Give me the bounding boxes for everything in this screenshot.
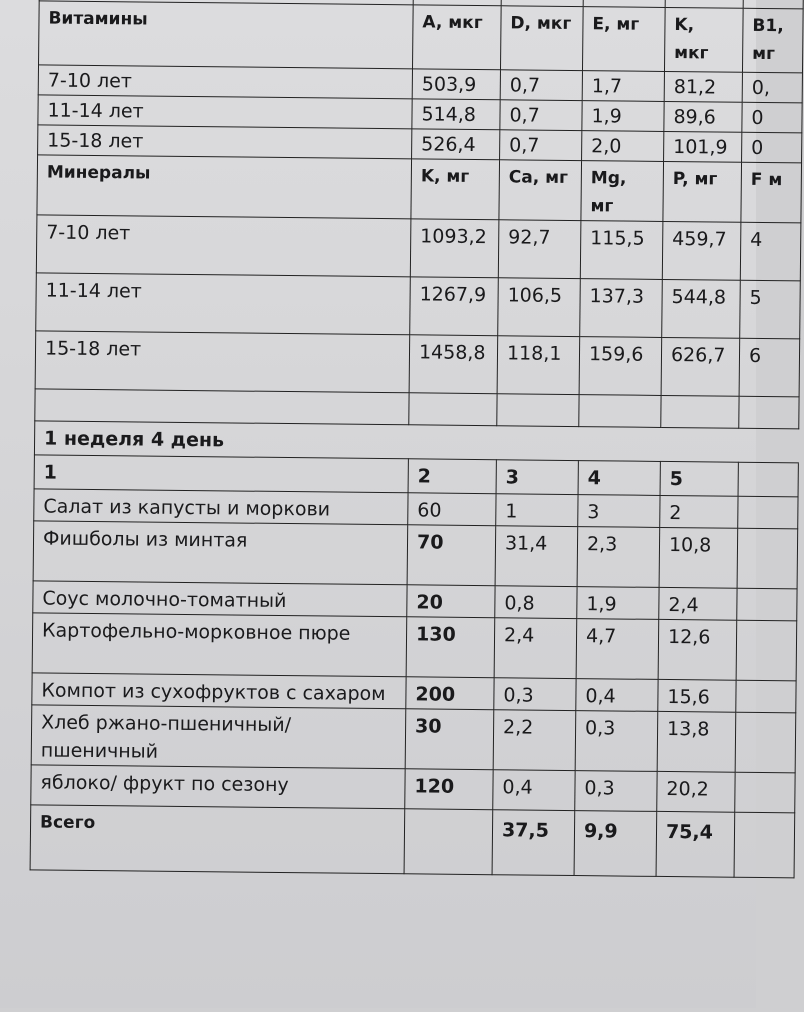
value-cell: 3 — [578, 495, 660, 528]
age-label: 7-10 лет — [36, 215, 411, 277]
dish-weight: 60 — [408, 493, 496, 526]
total-row — [30, 805, 795, 878]
column-header: K, мг — [411, 159, 500, 220]
dish-name: Хлеб ржано-пшеничный/ пшеничный — [31, 705, 406, 769]
column-header: Mg, мг — [581, 161, 664, 222]
dish-name: яблоко/ фрукт по сезону — [31, 765, 405, 809]
dish-name: Компот из сухофруктов с сахаром — [32, 673, 406, 709]
value-cell: 526,4 — [412, 129, 500, 160]
column-number: 5 — [660, 461, 738, 496]
value-cell: 1267,9 — [410, 277, 499, 336]
column-header: D, мкг — [500, 6, 583, 71]
value-cell: 626,7 — [661, 337, 740, 396]
value-cell: 5 — [740, 280, 801, 339]
value-cell: 6 — [739, 338, 800, 397]
column-number: 3 — [496, 460, 578, 495]
value-cell: 1 — [496, 494, 578, 527]
value-cell: 0,4 — [576, 679, 658, 712]
value-cell: 115,5 — [580, 221, 663, 280]
value-cell: 0,3 — [494, 678, 576, 711]
value-cell: 0,7 — [500, 130, 582, 161]
menu-title: 1 неделя 4 день — [34, 421, 798, 463]
table-cell — [736, 680, 796, 713]
value-cell: 0,4 — [493, 770, 575, 811]
table-cell — [734, 812, 795, 878]
age-label: 15-18 лет — [38, 125, 412, 159]
value-cell: 12,6 — [658, 619, 737, 680]
value-cell: 1093,2 — [410, 219, 499, 278]
age-label: 11-14 лет — [38, 95, 412, 129]
column-number: 4 — [578, 461, 660, 496]
dish-name: Фишболы из минтая — [33, 521, 408, 585]
nutrition-table — [30, 0, 804, 878]
value-cell: 92,7 — [498, 220, 581, 279]
table-row — [33, 521, 798, 589]
value-cell: 2 — [660, 495, 738, 528]
value-cell: 1458,8 — [409, 335, 498, 394]
column-header: A, мкг — [412, 5, 501, 70]
minerals-label: Минералы — [37, 155, 412, 219]
value-cell: 0,7 — [500, 100, 582, 131]
column-header: F м — [741, 162, 802, 223]
table-cell — [736, 620, 797, 681]
value-cell: 544,8 — [662, 279, 741, 338]
table-cell — [579, 395, 661, 428]
dish-weight: 130 — [406, 617, 495, 678]
value-cell: 118,1 — [497, 336, 580, 395]
age-label: 11-14 лет — [36, 273, 411, 335]
value-cell: 13,8 — [657, 711, 736, 772]
column-header: Ca, мг — [499, 160, 582, 221]
value-cell: 1,7 — [582, 71, 664, 102]
value-cell: 20,2 — [657, 771, 735, 812]
total-value: 37,5 — [492, 810, 575, 876]
table-cell — [737, 588, 797, 621]
value-cell: 514,8 — [412, 99, 500, 130]
value-cell: 2,3 — [577, 527, 660, 588]
value-cell: 89,6 — [664, 101, 742, 132]
table-cell — [737, 528, 798, 589]
value-cell: 10,8 — [659, 527, 738, 588]
value-cell: 503,9 — [412, 69, 500, 100]
total-label: Всего — [30, 805, 405, 874]
table-cell — [739, 396, 799, 429]
value-cell: 101,9 — [664, 131, 742, 162]
value-cell: 4,7 — [576, 619, 659, 680]
value-cell: 2,4 — [494, 618, 577, 679]
value-cell: 159,6 — [579, 337, 662, 396]
dish-weight: 200 — [406, 677, 494, 710]
value-cell: 81,2 — [664, 71, 742, 102]
value-cell: 2,0 — [582, 131, 664, 162]
value-cell: 0,8 — [495, 586, 577, 619]
dish-weight: 30 — [405, 709, 494, 770]
minerals-header-row — [37, 155, 802, 223]
table-row — [35, 331, 800, 397]
total-value: 9,9 — [574, 811, 657, 877]
table-row — [36, 273, 801, 339]
value-cell: 459,7 — [662, 221, 741, 280]
age-label: 7-10 лет — [38, 65, 412, 99]
value-cell: 106,5 — [498, 278, 581, 337]
column-header: K, мкг — [664, 7, 743, 72]
value-cell: 2,4 — [659, 587, 737, 620]
table-cell — [35, 389, 409, 425]
table-cell — [409, 393, 497, 426]
table-row — [36, 215, 801, 281]
value-cell: 4 — [740, 222, 801, 281]
value-cell: 0,3 — [575, 711, 658, 772]
value-cell: 137,3 — [580, 279, 663, 338]
value-cell: 31,4 — [495, 526, 578, 587]
dish-weight: 70 — [407, 525, 496, 586]
value-cell: 0,3 — [575, 771, 657, 812]
dish-name: Картофельно-морковное пюре — [32, 613, 407, 677]
dish-name: Соус молочно-томатный — [33, 581, 407, 617]
table-cell — [738, 462, 798, 497]
total-value: 75,4 — [656, 811, 735, 877]
value-cell: 0,7 — [500, 70, 582, 101]
dish-name: Салат из капусты и моркови — [34, 489, 408, 525]
column-number: 2 — [408, 459, 496, 494]
table-cell — [661, 395, 739, 428]
value-cell: 0 — [742, 102, 802, 133]
dish-weight: 120 — [405, 769, 493, 810]
table-row — [31, 705, 796, 773]
table-cell — [735, 712, 796, 773]
value-cell: 1,9 — [582, 101, 664, 132]
age-label: 15-18 лет — [35, 331, 410, 393]
table-cell — [497, 394, 579, 427]
table-cell — [738, 496, 798, 529]
value-cell: 2,2 — [493, 710, 576, 771]
table-cell — [735, 772, 795, 813]
column-header: E, мг — [582, 7, 665, 72]
table-cell — [404, 809, 493, 875]
value-cell: 15,6 — [658, 679, 736, 712]
vitamins-label: Витамины — [39, 1, 414, 69]
value-cell: 0 — [742, 132, 802, 163]
dish-weight: 20 — [407, 585, 495, 618]
column-header: P, мг — [663, 161, 742, 222]
column-header: B1, мг — [742, 8, 803, 73]
vitamins-header-row — [39, 1, 804, 73]
value-cell: 1,9 — [577, 587, 659, 620]
value-cell: 0, — [742, 72, 802, 103]
table-row — [32, 613, 797, 681]
column-number: 1 — [34, 455, 408, 493]
